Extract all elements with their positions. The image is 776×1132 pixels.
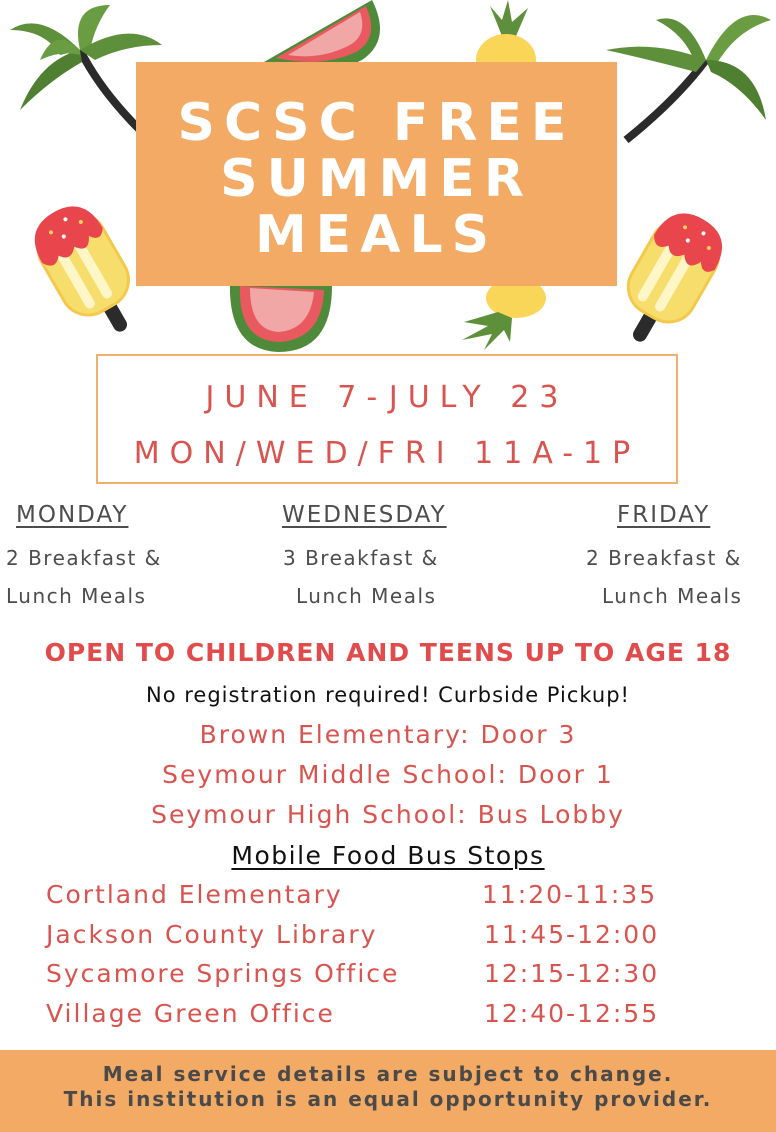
bus-stop-time: 11:20-11:35: [482, 880, 658, 909]
pineapple-top-icon: [462, 0, 542, 64]
popsicle-left-icon: [22, 196, 142, 336]
day-wednesday-line-2: Lunch Meals: [296, 584, 437, 608]
day-wednesday-line-1: 3 Breakfast &: [283, 546, 439, 570]
bus-stop-time: 12:40-12:55: [484, 999, 660, 1028]
watermelon-slice-bottom-icon: [228, 282, 338, 354]
bus-stop-name: Sycamore Springs Office: [46, 959, 400, 988]
bus-stop-name: Cortland Elementary: [46, 880, 343, 909]
footer-banner: [0, 1050, 776, 1132]
location-item: Brown Elementary: Door 3: [199, 720, 577, 749]
watermelon-slice-top-icon: [262, 0, 388, 64]
date-range: JUNE 7-JULY 23: [205, 380, 569, 415]
day-monday-line-2: Lunch Meals: [6, 584, 147, 608]
eligibility-text: OPEN TO CHILDREN AND TEENS UP TO AGE 18: [44, 638, 732, 667]
registration-text: No registration required! Curbside Pickup!: [146, 683, 630, 707]
footer-equal-opportunity: This institution is an equal opportunity provider.: [63, 1087, 713, 1111]
title-line-1: SCSC FREE: [177, 93, 576, 153]
day-monday-line-1: 2 Breakfast &: [6, 546, 162, 570]
footer-notice: Meal service details are subject to change.: [102, 1062, 674, 1086]
day-friday-line-2: Lunch Meals: [602, 584, 743, 608]
pineapple-bottom-icon: [458, 282, 548, 352]
popsicle-right-icon: [620, 206, 740, 346]
title-banner: [136, 62, 617, 286]
location-item: Seymour Middle School: Door 1: [162, 760, 614, 789]
palm-tree-right-icon: [596, 0, 776, 170]
day-heading-friday: FRIDAY: [617, 502, 711, 528]
dates-box: [96, 354, 678, 484]
title-line-2: SUMMER: [220, 149, 533, 209]
day-heading-monday: MONDAY: [16, 502, 129, 528]
bus-stop-name: Village Green Office: [46, 999, 335, 1028]
bus-stop-time: 12:15-12:30: [484, 959, 660, 988]
location-item: Seymour High School: Bus Lobby: [151, 800, 625, 829]
day-friday-line-1: 2 Breakfast &: [586, 546, 742, 570]
bus-stop-name: Jackson County Library: [46, 920, 378, 949]
bus-stops-heading: Mobile Food Bus Stops: [231, 841, 545, 870]
service-days-hours: MON/WED/FRI 11A-1P: [133, 436, 641, 471]
title-line-3: MEALS: [254, 205, 499, 265]
day-heading-wednesday: WEDNESDAY: [282, 502, 447, 528]
bus-stop-time: 11:45-12:00: [484, 920, 660, 949]
